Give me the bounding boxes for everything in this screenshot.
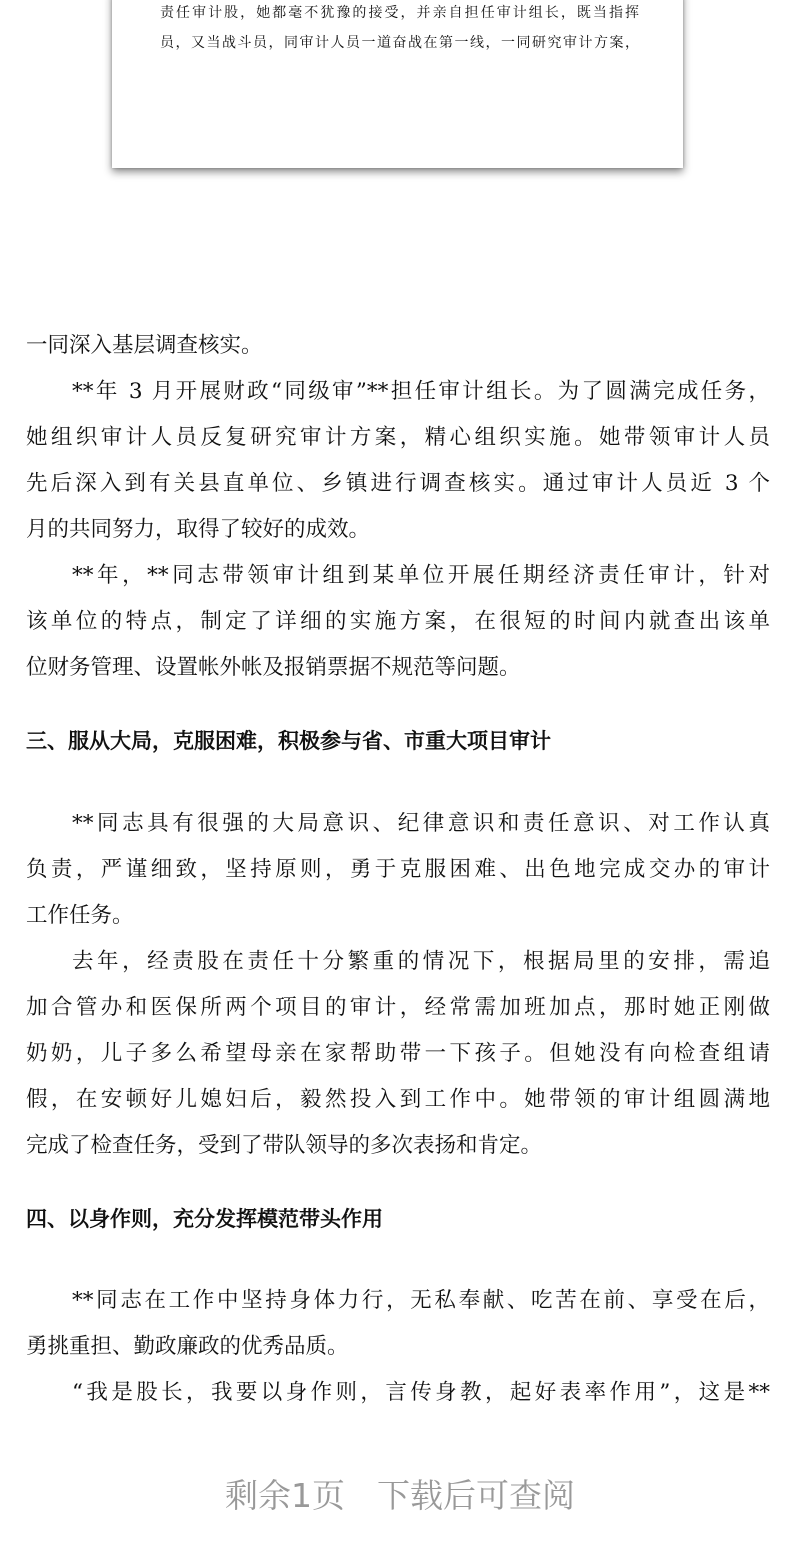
remaining-pages-label: 剩余1页 bbox=[225, 1476, 345, 1515]
paragraph-line: 该单位的特点，制定了详细的实施方案，在很短的时间内就查出该单 bbox=[26, 609, 770, 634]
paragraph-line: 工作任务。 bbox=[26, 903, 134, 928]
paragraph-line: 勇挑重担、勤政廉政的优秀品质。 bbox=[26, 1334, 349, 1359]
paragraph-line: 先后深入到有关县直单位、乡镇进行调查核实。通过审计人员近 3 个 bbox=[26, 471, 770, 496]
paragraph-line: 完成了检查任务，受到了带队领导的多次表扬和肯定。 bbox=[26, 1133, 543, 1158]
paragraph-line: 负责，严谨细致，坚持原则，勇于克服困难、出色地完成交办的审计 bbox=[26, 857, 770, 882]
paragraph-line: **同志具有很强的大局意识、纪律意识和责任意识、对工作认真 bbox=[72, 811, 770, 836]
paragraph-line: 奶奶，儿子多么希望母亲在家帮助带一下孩子。但她没有向检查组请 bbox=[26, 1041, 770, 1066]
paragraph-line: 她组织审计人员反复研究审计方案，精心组织实施。她带领审计人员 bbox=[26, 425, 770, 450]
paragraph-line: **年，**同志带领审计组到某单位开展任期经济责任审计，针对 bbox=[72, 563, 770, 588]
paragraph-line: 去年，经责股在责任十分繁重的情况下，根据局里的安排，需追 bbox=[72, 949, 770, 974]
card-text-line: 责任审计股，她都毫不犹豫的接受，并亲自担任审计组长，既当指挥 bbox=[160, 5, 640, 21]
paragraph-line: “我是股长，我要以身作则，言传身教，起好表率作用”，这是** bbox=[72, 1380, 770, 1405]
section-heading-4: 四、以身作则，充分发挥模范带头作用 bbox=[26, 1207, 383, 1231]
previous-page-card bbox=[112, 0, 683, 168]
paragraph-line: 假，在安顿好儿媳妇后，毅然投入到工作中。她带领的审计组圆满地 bbox=[26, 1087, 770, 1112]
paragraph-line: **年 3 月开展财政“同级审”**担任审计组长。为了圆满完成任务， bbox=[72, 379, 770, 404]
download-to-read-more-button[interactable] bbox=[0, 1470, 800, 1517]
section-heading-3: 三、服从大局，克服困难，积极参与省、市重大项目审计 bbox=[26, 729, 551, 753]
card-text-line: 员，又当战斗员，同审计人员一道奋战在第一线，一同研究审计方案， bbox=[160, 35, 640, 51]
download-label: 下载后可查阅 bbox=[377, 1476, 575, 1515]
paragraph-line: 位财务管理、设置帐外帐及报销票据不规范等问题。 bbox=[26, 655, 521, 680]
paragraph-line: 一同深入基层调查核实。 bbox=[26, 333, 263, 358]
paragraph-line: 加合管办和医保所两个项目的审计，经常需加班加点，那时她正刚做 bbox=[26, 995, 770, 1020]
paragraph-line: **同志在工作中坚持身体力行，无私奉献、吃苦在前、享受在后， bbox=[72, 1288, 770, 1313]
paragraph-line: 月的共同努力，取得了较好的成效。 bbox=[26, 517, 371, 542]
